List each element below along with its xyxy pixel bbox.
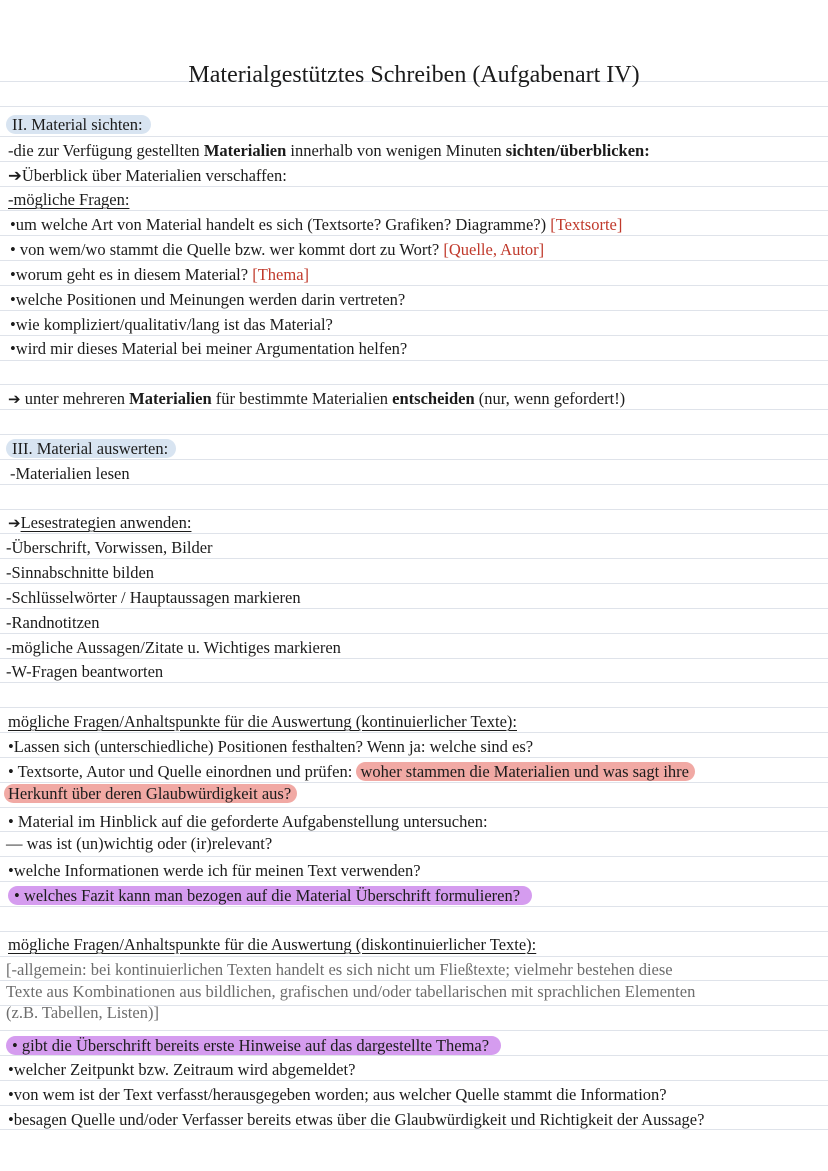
list-item: -Randnotitzen [6, 613, 100, 632]
list-item: -Überschrift, Vorwissen, Bilder [6, 538, 213, 557]
list-item [12, 886, 532, 906]
list-item: • Material im Hinblick auf die geforderte Aufgabenstellung untersuchen: [8, 812, 488, 831]
list-item: •wird mir dieses Material bei meiner Argumentation helfen? [10, 339, 408, 358]
list-item-continuation [4, 784, 297, 804]
list-item: • von wem/wo stammt die Quelle bzw. wer kommt dort zu Wort? [Quelle, Autor] [10, 240, 545, 259]
subheading-lesestrategien: ➔Lesestrategien anwenden: [8, 513, 192, 532]
text-line: -Materialien lesen [10, 464, 130, 483]
tag-textsorte: [Textsorte] [550, 215, 623, 234]
list-item: •worum geht es in diesem Material? [Thema] [10, 265, 310, 284]
highlight-red: woher stammen die Materialien und was sagt ihre [356, 762, 695, 781]
arrow-right-icon: ➔ [8, 390, 21, 408]
subheading-moegliche-fragen: -mögliche Fragen: [8, 190, 130, 209]
list-item: •um welche Art von Material handelt es sich (Textsorte? Grafiken? Diagramme?) [Textsorte] [10, 215, 623, 234]
note-line: Texte aus Kombinationen aus bildlichen, grafischen und/oder tabellarischen mit sprachlichen Elementen [6, 982, 696, 1001]
tag-quelle-autor: [Quelle, Autor] [443, 240, 545, 259]
list-item: -mögliche Aussagen/Zitate u. Wichtiges markieren [6, 638, 341, 657]
tag-thema: [Thema] [252, 265, 310, 284]
page-title: Materialgestütztes Schreiben (Aufgabenart IV) [188, 62, 640, 88]
note-line: (z.B. Tabellen, Listen)] [6, 1003, 159, 1022]
highlight-purple: • gibt die Überschrift bereits erste Hinweise auf das dargestellte Thema? [6, 1036, 501, 1055]
decision-line: ➔ unter mehreren Materialien für bestimmte Materialien entscheiden (nur, wenn gefordert!) [8, 389, 626, 408]
list-item: •Lassen sich (unterschiedliche) Positionen festhalten? Wenn ja: welche sind es? [8, 737, 534, 756]
list-item: -Schlüsselwörter / Hauptaussagen markieren [6, 588, 301, 607]
heading-highlight: III. Material auswerten: [6, 439, 176, 458]
list-item: •von wem ist der Text verfasst/herausgegeben worden; aus welcher Quelle stammt die Information? [8, 1085, 667, 1104]
list-item: •welcher Zeitpunkt bzw. Zeitraum wird abgemeldet? [8, 1060, 356, 1079]
list-item: •wie kompliziert/qualitativ/lang ist das Material? [10, 315, 333, 334]
subheading-kontinuierliche-texte: mögliche Fragen/Anhaltspunkte für die Auswertung (kontinuierlicher Texte): [8, 712, 517, 731]
list-item [10, 1036, 501, 1056]
note-line: [-allgemein: bei kontinuierlichen Texten handelt es sich nicht um Fließtexte; vielmehr bestehen diese [6, 960, 673, 979]
subheading-diskontinuierliche-texte: mögliche Fragen/Anhaltspunkte für die Auswertung (diskontinuierlicher Texte): [8, 935, 537, 954]
list-item: •welche Informationen werde ich für meinen Text verwenden? [8, 861, 421, 880]
highlight-purple: • welches Fazit kann man bezogen auf die Material Überschrift formulieren? [8, 886, 532, 905]
list-item-continuation: — was ist (un)wichtig oder (ir)relevant? [6, 834, 273, 853]
list-item: -W-Fragen beantworten [6, 662, 164, 681]
text-line: -die zur Verfügung gestellten Materialien innerhalb von wenigen Minuten sichten/überblicken: [8, 141, 650, 160]
list-item: •welche Positionen und Meinungen werden darin vertreten? [10, 290, 406, 309]
section-heading-material-auswerten [10, 439, 176, 459]
list-item: • Textsorte, Autor und Quelle einordnen und prüfen: woher stammen die Materialien und was sagt ihre [8, 762, 695, 782]
heading-highlight: II. Material sichten: [6, 115, 151, 134]
section-heading-material-sichten [10, 115, 151, 135]
text-line: ➔Überblick über Materialien verschaffen: [8, 166, 287, 185]
arrow-right-icon: ➔ [8, 514, 21, 532]
list-item: •besagen Quelle und/oder Verfasser bereits etwas über die Glaubwürdigkeit und Richtigkeit der Aussage? [8, 1110, 705, 1129]
highlight-red: Herkunft über deren Glaubwürdigkeit aus? [4, 784, 297, 803]
list-item: -Sinnabschnitte bilden [6, 563, 155, 582]
